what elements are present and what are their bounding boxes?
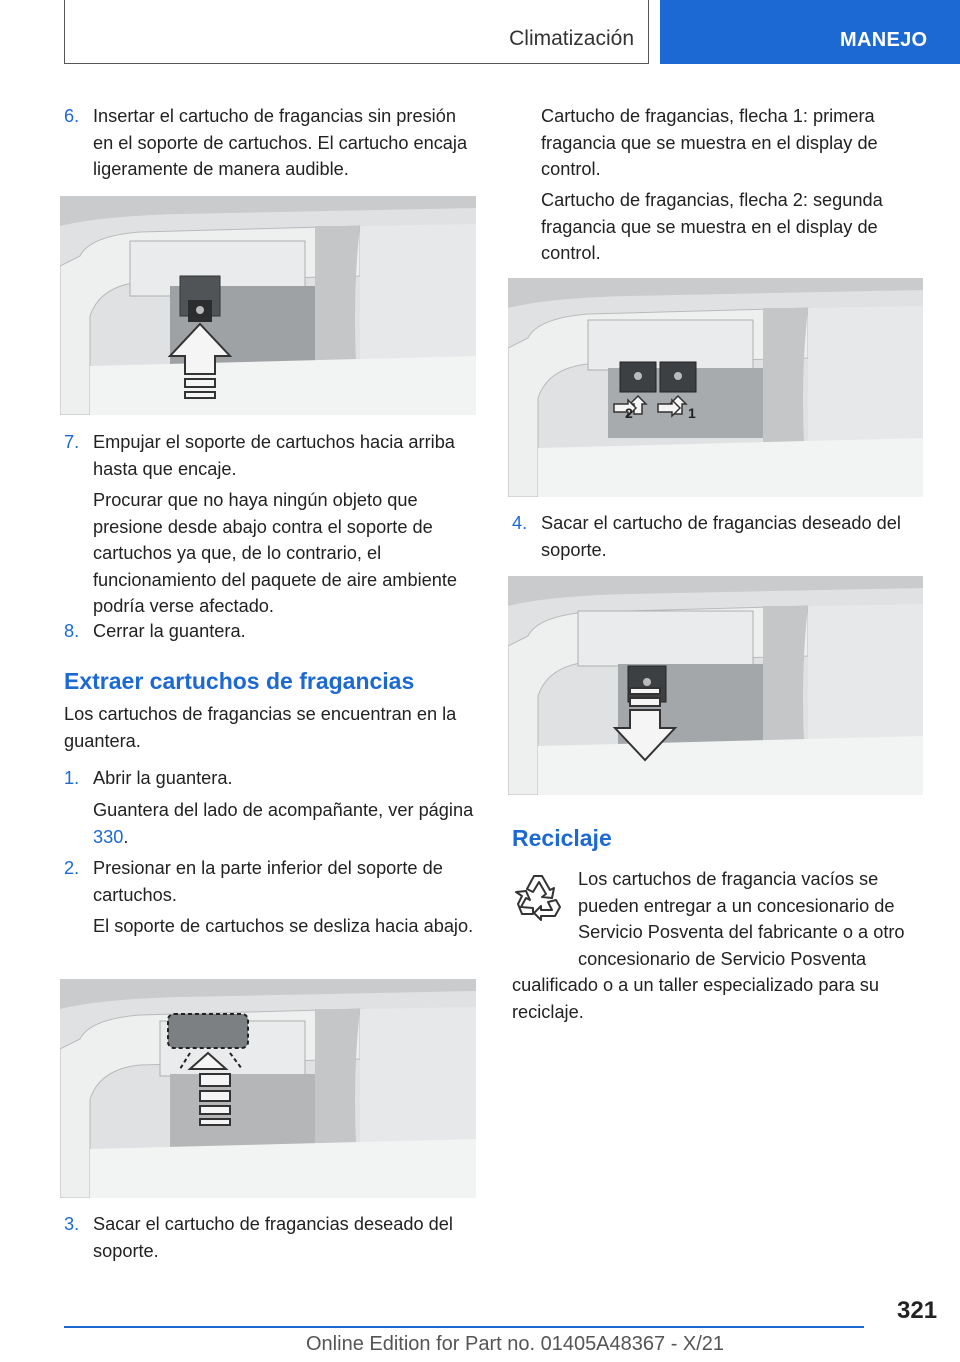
step-number: 3.: [64, 1214, 80, 1234]
photo-two-cartridges: [508, 278, 923, 497]
header-section-box: [64, 0, 649, 64]
footer-edition: Online Edition for Part no. 01405A48367 - X/21: [306, 1333, 725, 1355]
cartridge-arrow-1-text: Cartucho de fragancias, flecha 1: primera fragancia que se muestra en el display de control.: [541, 106, 878, 179]
step-text: Abrir la guantera.: [93, 768, 233, 788]
step-7-note: Procurar que no haya ningún objeto que presione desde abajo contra el soporte de cartuchos ya que, de lo contrario, el funcionamiento del paquete de aire ambiente podría verse afectado.: [93, 490, 458, 616]
section-title: Climatización: [509, 27, 634, 50]
chapter-tab[interactable]: [660, 0, 960, 64]
cartridge-arrow-2-text: Cartucho de fragancias, flecha 2: segunda fragancia que se muestra en el display de control.: [541, 190, 883, 263]
step-1-note: [93, 797, 476, 850]
step-text: Insertar el cartucho de fragancias sin presión en el soporte de cartuchos. El cartucho encaja ligeramente de manera audible.: [93, 106, 468, 179]
step-number: 1.: [64, 768, 80, 788]
step-2-note: El soporte de cartuchos se desliza hacia abajo.: [93, 916, 474, 936]
step-number: 8.: [64, 621, 80, 641]
step-number: 7.: [64, 432, 80, 452]
section-heading-extract: Extraer cartuchos de fragancias: [64, 668, 415, 694]
photo-remove-cartridge: [508, 576, 923, 795]
icon-spacer: [512, 866, 578, 948]
recycling-paragraph: Los cartuchos de fragancia vacíos se pueden entregar a un concesionario de Servicio Posventa del fabricante o a otro concesionario de Servicio Posventa cualificado o a un taller especializado para su reciclaje.: [512, 869, 905, 1022]
step-number: 6.: [64, 106, 80, 126]
intro-text: Los cartuchos de fragancias se encuentran en la guantera.: [64, 704, 457, 751]
chapter-tab-label: MANEJO: [840, 29, 928, 51]
step-text: Cerrar la guantera.: [93, 621, 246, 641]
step-text: Sacar el cartucho de fragancias deseado del soporte.: [93, 1214, 453, 1261]
arrow-label-1: 1: [688, 405, 696, 421]
footer-divider: [64, 1326, 864, 1328]
arrow-label-2: 2: [625, 405, 633, 421]
photo-press-holder: [60, 979, 476, 1198]
step-number: 2.: [64, 858, 80, 878]
note-text: Guantera del lado de acompañante, ver página: [93, 800, 474, 820]
step-number: 4.: [512, 513, 528, 533]
recycling-text: [512, 866, 924, 1025]
step-text: Presionar en la parte inferior del soporte de cartuchos.: [93, 858, 443, 905]
photo-insert-cartridge: [60, 196, 476, 415]
step-text: Empujar el soporte de cartuchos hacia arriba hasta que encaje.: [93, 432, 455, 479]
note-period: .: [123, 826, 129, 847]
section-heading-recycling: Reciclaje: [512, 825, 612, 851]
page-link-330[interactable]: 330: [93, 826, 124, 847]
page-number: 321: [897, 1297, 938, 1324]
step-text: Sacar el cartucho de fragancias deseado del soporte.: [541, 513, 901, 560]
